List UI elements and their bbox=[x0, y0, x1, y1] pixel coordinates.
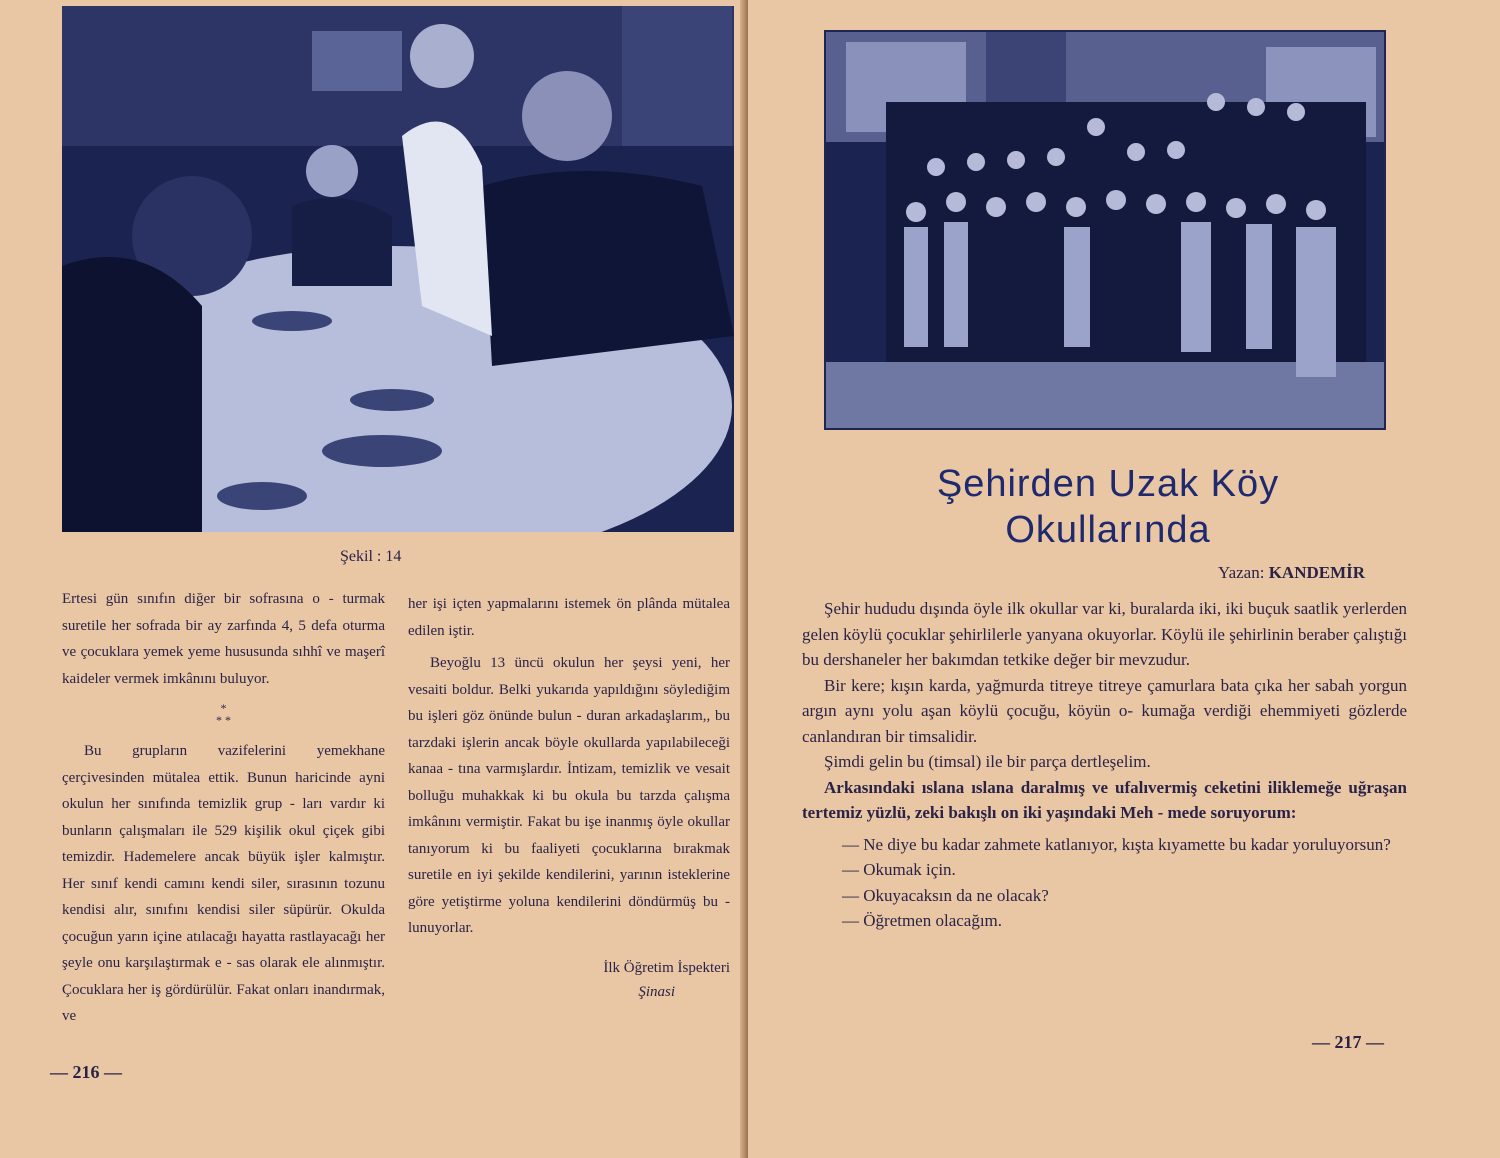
paragraph: her işi içten yapmalarını istemek ön plânda mütalea edilen iştir. bbox=[408, 596, 730, 639]
signature-title: İlk Öğretim İspekteri bbox=[603, 959, 730, 976]
paragraph: Ertesi gün sınıfın diğer bir sofrasına o - turmak suretile her sofrada bir ay zarfında 4, 5 defa oturma ve çocuklara yemek yeme hususunda sıhhî ve maşerî kaideler vermek imkânını buluyor. bbox=[62, 591, 385, 687]
article-title: Şehirden Uzak Köy Okullarında bbox=[936, 463, 1280, 551]
left-page bbox=[0, 0, 748, 1158]
figure-caption: Şekil : 14 bbox=[340, 548, 402, 565]
paragraph: Şehir hududu dışında öyle ilk okullar var ki, buralarda iki, iki buçuk saatlik yerlerden gelen köylü çocuklar şehirlilerle yanyana okuyorlar. Köylü ile şehirlinin beraber çalıştığı bu dershaneler her bakımdan tetkike değer bir mevzudur. bbox=[802, 599, 1407, 669]
dialogue-line: — Okumak için. bbox=[842, 860, 956, 879]
paragraph: Beyoğlu 13 üncü okulun her şeysi yeni, her vesaiti boldur. Belki yukarıda yapıldığını söylediğim bu işleri göz önünde bulun - duran arkadaşlarım,, bu tarzdaki işlerin ancak böyle okullarda yapılabileceği kanaa - tına varmışlardır. İntizam, temizlik ve vesait bolluğu muhakkak ki bu okula bu tarzda çalışma imkânını vermiştir. Fakat bu işe inanmış öyle okullar tanıyorum ki bu faaliyeti çocuklarına bırakmak suretile en iyi şekilde kendilerini, yarının isteklerine göre yetiştirme yoluna kendilerini döndürmüş bu - lunuyorlar. bbox=[408, 655, 730, 936]
dialogue-line: — Okuyacaksın da ne olacak? bbox=[842, 885, 1049, 905]
paragraph: Bu grupların vazifelerini yemekhane çerçivesinden mütalea ettik. Bunun haricinde ayni okulun her sınıfında temizlik grup - ları vardır ki bunların çalışmaları ile 529 kişilik okul çiçek gibi temizdir. Hademelere ancak büyük işler kalmıştır. Her sınıf kendi camını kendi siler, sırasının tozunu kendisi alır, sınıfını kendisi siler süpürür. Okulda çocuğun yarın içine atılacağı hayatta rastlayacağı her şeyle onu karşılaştırmak e - sas olarak ele alınmıştır. Çocuklara her iş gördürülür. Fakat onları inandırmak, ve bbox=[62, 743, 385, 1024]
author-byline: Yazan: KANDEMİR bbox=[1218, 563, 1366, 582]
dialogue-line: — Ne diye bu kadar zahmete katlanıyor, kışta kıyamette bu kadar yoruluyorsun? bbox=[842, 834, 1391, 854]
signature-name: Şinasi bbox=[638, 983, 675, 1000]
paragraph-bold: Arkasındaki ıslana ıslana daralmış ve ufalıvermiş ceketini iliklemeğe uğraşan tertemiz yüzlü, zeki bakışlı on iki yaşındaki Meh - mede soruyorum: bbox=[802, 777, 1407, 822]
left-column-2 bbox=[408, 591, 730, 1004]
page-number: — 217 — bbox=[1312, 1032, 1384, 1052]
section-separator: * * * bbox=[216, 701, 231, 727]
dialogue-line: — Öğretmen olacağım. bbox=[842, 911, 1003, 930]
dining-hall-photo bbox=[62, 6, 734, 532]
paragraph: Şimdi gelin bu (timsal) ile bir parça dertleşelim. bbox=[824, 752, 1151, 771]
right-page bbox=[748, 0, 1500, 1158]
left-column-1 bbox=[62, 586, 385, 1030]
article-body bbox=[802, 596, 1407, 934]
signature bbox=[408, 956, 730, 1004]
village-school-photo bbox=[824, 30, 1386, 430]
page-number: — 216 — bbox=[50, 1062, 122, 1082]
paragraph: Bir kere; kışın karda, yağmurda titreye titreye çamurlara bata çıka her sabah yorgun argın aynı yolu aşan köylü çocuğu, köyün o- kumağa verdiği ehemmiyeti gözlerde canlandıran bir timsalidir. bbox=[802, 675, 1407, 746]
